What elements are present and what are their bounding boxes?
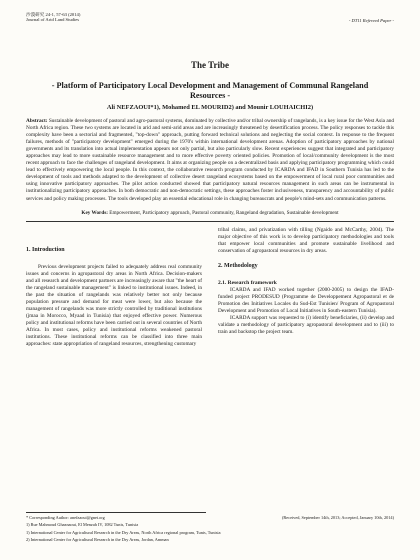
- paper-subtitle: - Platform of Participatory Local Development and Management of Communal Rangeland Resources -: [51, 81, 369, 100]
- right-column: [218, 227, 394, 349]
- section-heading-introduction: 1. Introduction: [26, 246, 65, 253]
- affiliation-1: 1) Rue Mahmoud Ghaznaoui, El Menzah IV, 1082 Tunis, Tunisia: [26, 522, 139, 528]
- corresponding-author: * Corresponding Author: anefzaoui@gnet.org: [26, 515, 105, 520]
- affiliation-3: 2) International Center for Agricultural Research in the Dry Areas, Jordan, Amman: [26, 537, 169, 543]
- journal-info: [26, 12, 80, 23]
- left-column: [26, 227, 202, 349]
- abstract: [26, 118, 394, 203]
- abstract-text: Sustainable development of pastoral and agro-pastoral systems, dominated by collective and/or tribal ownership of rangelands, is a key issue for the West Asia and North Africa region. These two systems are located in arid and semi-arid areas and are increasingly threatened by desertification process. The policy responses to tackle this complexity have been a sectorial and fragmented, "top-down" approach, putting forward technical solutions and neglecting the social context. In response to the frequent failures, methods of "participatory development" emerged during the 1970's within international development arenas. Adoption of participatory approaches by national governments and its translation into actual implementation appears not only partial, but also particularly slow. Recent experiences suggest that integrated and participatory approaches may lead to more sustainable resource management and to more effective poverty oriented policies. Promotion of local/community development is the most recent approach to face the challenges of rangeland development. It aims at organizing people on a decentralized basis and applying participatory programming which could lead to effectively empowering the local people. In this context, the collaborative research program conducted by ICARDA and IFAD in Southern Tunisia has led to the development of tools and methods adapted to the development of collective desert rangeland ecosystems based on the empowerment of local rural poor communities and using innovative participatory approaches. The pilot action conducted showed that participatory natural resources management in such areas can be instrumental in institutionalizing participatory approaches. In both democratic and non-democratic settings, these approaches foster inclusiveness, transparency and accountability of public services and policy making processes. The tools developed play an essential educational role in changing bureaucrats and people's mind-sets and communication patterns.: [26, 118, 395, 202]
- body-columns: [26, 227, 394, 349]
- author-list: Ali NEFZAOUI*1), Mohamed EL MOURID2) and Mounir LOUHAICHI2): [106, 104, 314, 111]
- subsection-heading-research-framework: 2.1. Research framework: [218, 279, 277, 286]
- introduction-continued: tribal claims, and privatization with tilling (Ngaido and McCarthy, 2004). The major objective of this work is to develop participatory methodologies and tools that empower local communities and promote sustainable livelihood and conservation of agropastoral resources in dry areas.: [218, 226, 394, 254]
- keywords: [26, 210, 394, 216]
- section-heading-methodology: 2. Methodology: [218, 262, 258, 269]
- footnote-row: [26, 514, 394, 521]
- journal-citation: 沙漠研究 24-1, 57-63 (2014): [26, 12, 81, 17]
- received-dates: (Received, September 14th, 2013; Accepted, January 10th, 2014): [281, 515, 394, 520]
- methodology-paragraph-2: ICARDA support was requested to (i) identify beneficiaries, (ii) develop and validate a methodology of participatory agropastoral development and to (iii) to train and backstop the project team.: [218, 315, 394, 336]
- methodology-paragraph-1: ICARDA and IFAD worked together (2000-2005) to design the IFAD-funded project PRODESUD (Programme de Developpement Agropastoral et de Promotion des Initiatives Locales du Sud-Est Tunisien/ Program of Agropastoral Development and Promotion of Local Initiatives in South-eastern Tunisia).: [218, 286, 394, 314]
- journal-name: Journal of Arid Land Studies: [26, 17, 80, 23]
- refereed-label: - DT11 Refereed Paper -: [348, 18, 394, 23]
- paper-title: The Tribe: [191, 60, 229, 70]
- running-header: [26, 10, 394, 32]
- introduction-paragraph: Previous development projects failed to adequately address real community issues and concerns in agropastoral dry areas in North Africa. Decision-makers and all research and development partners are increasingly aware that "the heart of the rangeland sustainable management" is linked to institutional issues. Indeed, in the past the situation of rangelands was relatively better not only because population pressure and demand for meat were lower, but also because the management of rangelands was more strictly controlled by traditional institutions (jmaa in Morocco, Myaad in Tunisia) that enjoyed effective power. Numerous policy and institutional reforms have been carried out in several countries of North Africa. In most cases, policy and institutional reforms weakened pastoral institutions. These institutional reforms can be classified into three main approaches: state appropriation of rangeland resources, strengthening customary: [26, 263, 202, 348]
- keywords-text: Empowerment, Participatory approach, Pastoral community, Rangeland degradation, Sustainable development: [109, 209, 339, 216]
- affiliation-2: 1) International Center for Agricultural Research in the Dry Areas, North Africa regional program, Tunis, Tunisia: [26, 529, 221, 535]
- keywords-label: Key Words:: [81, 209, 108, 216]
- footnote-rule: [26, 512, 206, 513]
- footnotes: [26, 512, 394, 544]
- abstract-divider: [26, 221, 394, 222]
- abstract-label: Abstract:: [26, 118, 48, 124]
